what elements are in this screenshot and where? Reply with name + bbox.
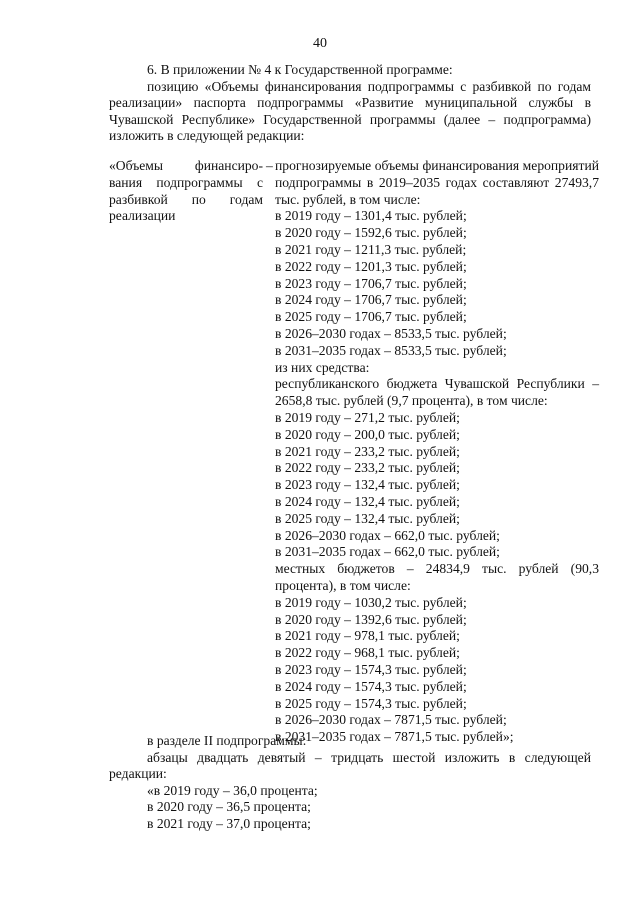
financing-line: в 2024 году – 1574,3 тыс. рублей; <box>275 678 467 694</box>
left-line: разбивкой по годам <box>109 191 263 207</box>
financing-line: в 2021 году – 233,2 тыс. рублей; <box>275 443 460 459</box>
page-number: 40 <box>313 36 327 51</box>
financing-line: в 2023 году – 132,4 тыс. рублей; <box>275 477 460 493</box>
left-line: вания подпрограммы с <box>109 174 263 190</box>
financing-line: прогнозируемые объемы финансирования мероприятий подпрограммы в 2019–2035 годах составляют 27493,7 тыс. рублей, в том числе: <box>275 158 599 207</box>
financing-line: в 2021 году – 978,1 тыс. рублей; <box>275 628 460 644</box>
tail-paragraph: абзацы двадцать девятый – тридцать шестой изложить в следующей редакции: <box>109 749 591 782</box>
tail-block <box>109 733 591 833</box>
financing-line: в 2019 году – 271,2 тыс. рублей; <box>275 409 460 425</box>
financing-line: в 2026–2030 годах – 8533,5 тыс. рублей; <box>275 325 507 341</box>
financing-line: местных бюджетов – 24834,9 тыс. рублей (90,3 процента), в том числе: <box>275 561 599 593</box>
financing-line: в 2020 году – 1392,6 тыс. рублей; <box>275 611 467 627</box>
financing-line: в 2022 году – 968,1 тыс. рублей; <box>275 645 460 661</box>
tail-item: «в 2019 году – 36,0 процента; <box>147 782 318 798</box>
financing-line: в 2023 году – 1574,3 тыс. рублей; <box>275 661 467 677</box>
financing-line: из них средства: <box>275 359 370 375</box>
intro-paragraph: позицию «Объемы финансирования подпрограммы с разбивкой по годам реализации» паспорта подпрограммы «Развитие муниципальной службы в Чувашской Республике» Государственной программы (далее – подпрограмма) изложить в следующей редакции: <box>109 78 591 143</box>
financing-line: в 2025 году – 132,4 тыс. рублей; <box>275 510 460 526</box>
intro-heading: 6. В приложении № 4 к Государственной программе: <box>147 62 453 77</box>
intro-block <box>109 62 591 145</box>
financing-line: в 2031–2035 годах – 8533,5 тыс. рублей; <box>275 342 507 358</box>
financing-line: в 2019 году – 1030,2 тыс. рублей; <box>275 594 467 610</box>
left-line: «Объемы финансиро- <box>109 158 263 173</box>
left-line: реализации <box>109 208 176 224</box>
financing-line: в 2031–2035 годах – 662,0 тыс. рублей; <box>275 544 500 560</box>
financing-line: в 2021 году – 1211,3 тыс. рублей; <box>275 241 467 257</box>
financing-line: в 2026–2030 годах – 7871,5 тыс. рублей; <box>275 712 507 728</box>
tail-item: в 2020 году – 36,5 процента; <box>147 799 311 815</box>
financing-line: в 2024 году – 132,4 тыс. рублей; <box>275 493 460 509</box>
financing-line: республиканского бюджета Чувашской Республики – 2658,8 тыс. рублей (9,7 процента), в том числе: <box>275 376 599 409</box>
table-dash: – <box>266 158 273 173</box>
tail-item: в 2021 году – 37,0 процента; <box>147 815 311 831</box>
table-left-column <box>109 158 263 225</box>
financing-line: в 2026–2030 годах – 662,0 тыс. рублей; <box>275 527 500 543</box>
tail-section: в разделе II подпрограммы: <box>147 733 307 748</box>
financing-line: в 2025 году – 1706,7 тыс. рублей; <box>275 309 467 325</box>
table-right-column <box>275 158 599 746</box>
financing-line: в 2019 году – 1301,4 тыс. рублей; <box>275 208 467 224</box>
financing-line: в 2031–2035 годах – 7871,5 тыс. рублей»; <box>275 729 514 745</box>
financing-line: в 2023 году – 1706,7 тыс. рублей; <box>275 275 467 291</box>
financing-line: в 2020 году – 200,0 тыс. рублей; <box>275 426 460 442</box>
financing-line: в 2022 году – 233,2 тыс. рублей; <box>275 460 460 476</box>
financing-line: в 2022 году – 1201,3 тыс. рублей; <box>275 258 467 274</box>
financing-line: в 2025 году – 1574,3 тыс. рублей; <box>275 695 467 711</box>
financing-line: в 2024 году – 1706,7 тыс. рублей; <box>275 292 467 308</box>
financing-line: в 2020 году – 1592,6 тыс. рублей; <box>275 225 467 241</box>
